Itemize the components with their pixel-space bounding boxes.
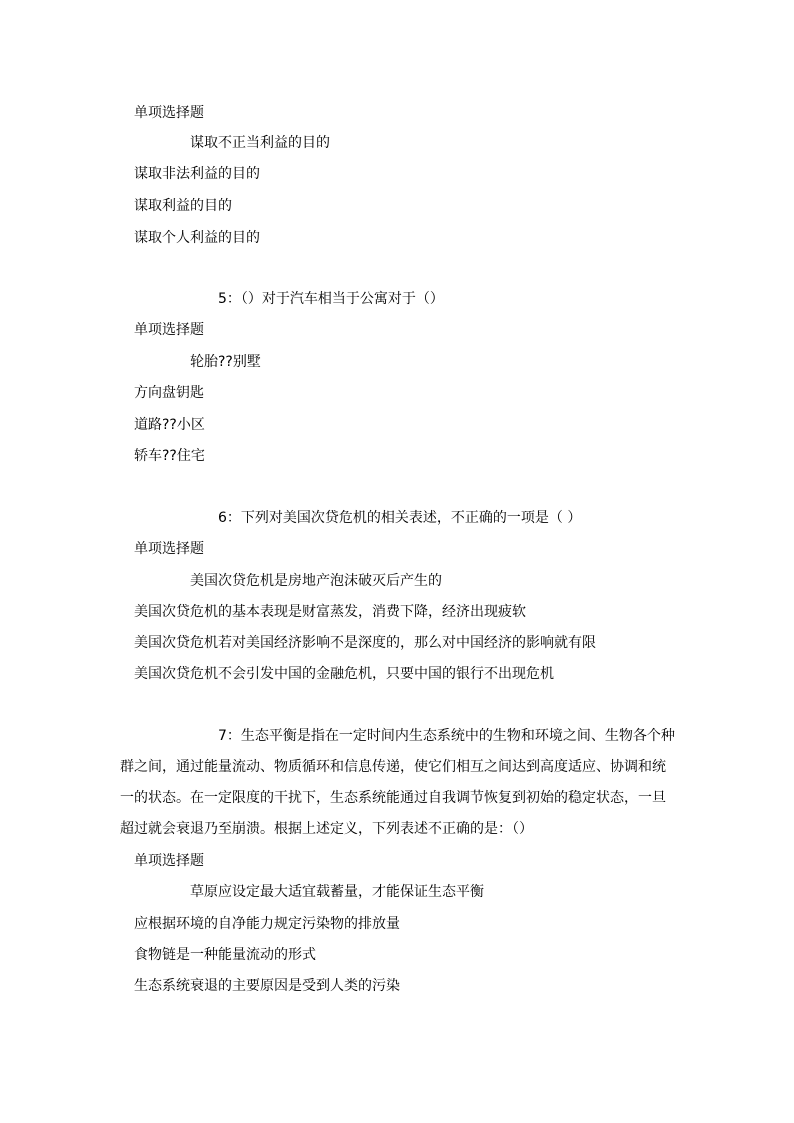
option-b[interactable]: 美国次贷危机的基本表现是财富蒸发，消费下降，经济出现疲软 xyxy=(134,604,526,620)
option-c[interactable]: 谋取利益的目的 xyxy=(134,198,232,214)
option-d[interactable]: 谋取个人利益的目的 xyxy=(134,230,260,246)
option-c[interactable]: 食物链是一种能量流动的形式 xyxy=(134,947,316,963)
option-d[interactable]: 生态系统衰退的主要原因是受到人类的污染 xyxy=(134,978,400,994)
option-c[interactable]: 道路??小区 xyxy=(134,417,205,433)
option-a[interactable]: 谋取不正当利益的目的 xyxy=(190,135,330,151)
option-b[interactable]: 谋取非法利益的目的 xyxy=(134,166,260,182)
question-5-title: 5：（）对于汽车相当于公寓对于（） xyxy=(218,291,444,307)
option-b[interactable]: 方向盘钥匙 xyxy=(134,385,204,401)
option-d[interactable]: 轿车??住宅 xyxy=(134,448,205,464)
question-7-title xyxy=(120,721,676,845)
question-6-title: 6：下列对美国次贷危机的相关表述，不正确的一项是（ ） xyxy=(218,510,582,526)
option-c[interactable]: 美国次贷危机若对美国经济影响不是深度的，那么对中国经济的影响就有限 xyxy=(134,635,596,651)
option-a[interactable]: 草原应设定最大适宜载蓄量，才能保证生态平衡 xyxy=(190,884,484,900)
option-a[interactable]: 美国次贷危机是房地产泡沫破灭后产生的 xyxy=(190,573,442,589)
question-type-label: 单项选择题 xyxy=(134,105,204,121)
option-a[interactable]: 轮胎??别墅 xyxy=(190,354,261,370)
question-7-text: 7：生态平衡是指在一定时间内生态系统中的生物和环境之间、生物各个种群之间，通过能量流动、物质循环和信息传递，使它们相互之间达到高度适应、协调和统一的状态。在一定限度的干扰下，生态系统能通过自我调节恢复到初始的稳定状态，一旦超过就会衰退乃至崩溃。根据上述定义，下列表述不正确的是：（） xyxy=(120,728,675,837)
question-type-label: 单项选择题 xyxy=(134,853,204,869)
question-type-label: 单项选择题 xyxy=(134,322,204,338)
question-type-label: 单项选择题 xyxy=(134,541,204,557)
option-b[interactable]: 应根据环境的自净能力规定污染物的排放量 xyxy=(134,916,400,932)
option-d[interactable]: 美国次贷危机不会引发中国的金融危机，只要中国的银行不出现危机 xyxy=(134,666,554,682)
